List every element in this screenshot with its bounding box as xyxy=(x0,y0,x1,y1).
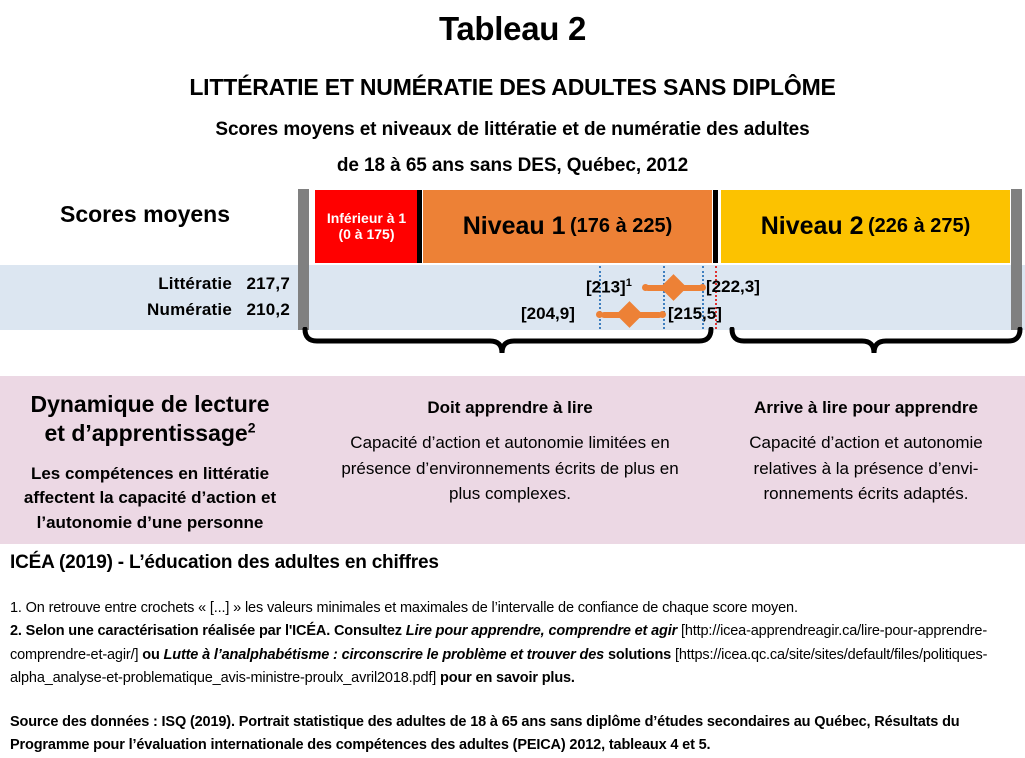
row-score-litteratie: 217,7 xyxy=(246,273,290,293)
ci-cap-right-litteratie xyxy=(699,284,706,291)
footer-data-source: Source des données : ISQ (2019). Portrait statistique des adultes de 18 à 65 ans sans diplôme d’études secondaires au Québec, Résultats du Programme pour l’évaluation internationale des compétences des adultes (PEICA) 2012, tableaux 4 et 5. xyxy=(10,713,960,754)
explanation-middle-heading: Doit apprendre à lire xyxy=(427,398,593,417)
level-band-inferieur xyxy=(315,190,418,263)
title-block xyxy=(0,0,1025,177)
footnote-2-doc-title-2: Lutte à l’analphabétisme : circonscrire le problème et trouver des xyxy=(163,646,605,663)
footnote-2-intro: 2. Selon une caractérisation réalisée par l'ICÉA. Consultez xyxy=(10,623,406,640)
row-label-litteratie xyxy=(120,274,290,294)
footnote-1: 1. On retrouve entre crochets « [...] » les valeurs minimales et maximales de l’intervalle de confiance de chaque score moyen. xyxy=(10,600,798,616)
brace-doit-apprendre xyxy=(305,329,711,353)
level-band-inferieur-range: (0 à 175) xyxy=(338,226,395,243)
level-band-niveau-1 xyxy=(423,190,712,263)
brace-arrive-a-lire xyxy=(732,329,1020,353)
row-name-litteratie: Littératie xyxy=(158,273,232,293)
row-label-numeratie xyxy=(120,300,290,320)
footnote-2-conjunction: ou xyxy=(138,646,164,663)
ci-high-label-numeratie: [215,5] xyxy=(668,303,722,323)
level-band-inferieur-label: Inférieur à 1 xyxy=(326,210,407,227)
chart-subtitle-line2: de 18 à 65 ans sans DES, Québec, 2012 xyxy=(336,154,689,176)
band-divider-2 xyxy=(713,190,718,263)
level-band-niveau-2-range: (226 à 275) xyxy=(868,214,971,237)
group-braces xyxy=(295,327,1025,357)
ci-cap-left-litteratie xyxy=(642,284,649,291)
chart-subtitle-line1: Scores moyens et niveaux de littératie et de numératie des adultes xyxy=(215,118,810,140)
footer xyxy=(0,552,1025,758)
explanation-right-heading: Arrive à lire pour apprendre xyxy=(754,398,978,417)
page-title: Tableau 2 xyxy=(438,10,587,47)
footnote-2-outro: pour en savoir plus. xyxy=(436,670,575,687)
footnote-2-doc-title-1: Lire pour apprendre, comprendre et agir xyxy=(405,623,678,640)
row-name-numeratie: Numératie xyxy=(147,299,232,319)
explanation-left-body: Les compétences en littératie affectent la capacité d’action et l’autonomie d’une personne xyxy=(23,463,277,532)
level-band-niveau-2-label: Niveau 2 xyxy=(760,211,864,240)
explanation-left-heading-line1: Dynamique de lecture xyxy=(30,391,270,417)
ci-high-label-litteratie: [222,3] xyxy=(706,276,760,296)
scores-moyens-title: Scores moyens xyxy=(59,200,231,227)
footnote-2-url-2: [https://icea.qc.ca/site/sites/default/files/politiques-alpha_analyse-et-problematique_avis-ministre-proulx_avril2018.pdf] xyxy=(10,646,988,687)
chart-area xyxy=(0,189,1025,354)
ci-low-footnote-marker: 1 xyxy=(625,276,632,289)
scale-cap-right xyxy=(1011,189,1022,330)
footnote-2-doc-title-2-tail: solutions xyxy=(604,646,672,663)
row-score-numeratie: 210,2 xyxy=(246,299,290,319)
footnote-2 xyxy=(10,620,1015,690)
ci-cap-left-numeratie xyxy=(596,311,603,318)
footnote-2-url-1: [http://icea-apprendreagir.ca/lire-pour-apprendre-comprendre-et-agir/] xyxy=(10,623,988,663)
explanation-middle-body: Capacité d’action et autonomie limitées en présence d’environnements écrits de plus en plus complexes. xyxy=(341,433,679,503)
ci-cap-right-numeratie xyxy=(659,311,666,318)
band-divider-1 xyxy=(417,190,422,263)
explanation-column-doit-apprendre xyxy=(310,376,710,507)
chart-heading: LITTÉRATIE ET NUMÉRATIE DES ADULTES SANS DIPLÔME xyxy=(189,73,836,100)
level-band-niveau-2 xyxy=(721,190,1010,263)
explanation-column-dynamique xyxy=(0,376,300,535)
explanation-column-arrive-a-lire xyxy=(716,376,1016,507)
ci-guide-215-5 xyxy=(663,266,665,329)
explanation-right-body: Capacité d’action et autonomie relatives à la présence d’envi-ronnements écrits adaptés. xyxy=(749,433,983,503)
explanation-left-heading xyxy=(10,390,290,448)
level-band-niveau-1-label: Niveau 1 xyxy=(462,211,566,240)
footer-source-title: ICÉA (2019) - L’éducation des adultes en chiffres xyxy=(10,552,439,573)
scale-cap-left xyxy=(298,189,309,330)
ci-low-label-litteratie xyxy=(586,277,632,298)
ci-low-value-litteratie: [213] xyxy=(586,277,626,297)
ci-low-label-numeratie: [204,9] xyxy=(521,303,575,323)
explanation-left-footnote-marker: 2 xyxy=(247,419,256,436)
level-band-niveau-1-range: (176 à 225) xyxy=(570,214,673,237)
explanation-left-heading-line2: et d’apprentissage xyxy=(44,419,248,446)
footer-notes xyxy=(10,597,1015,691)
explanation-panel xyxy=(0,376,1025,544)
